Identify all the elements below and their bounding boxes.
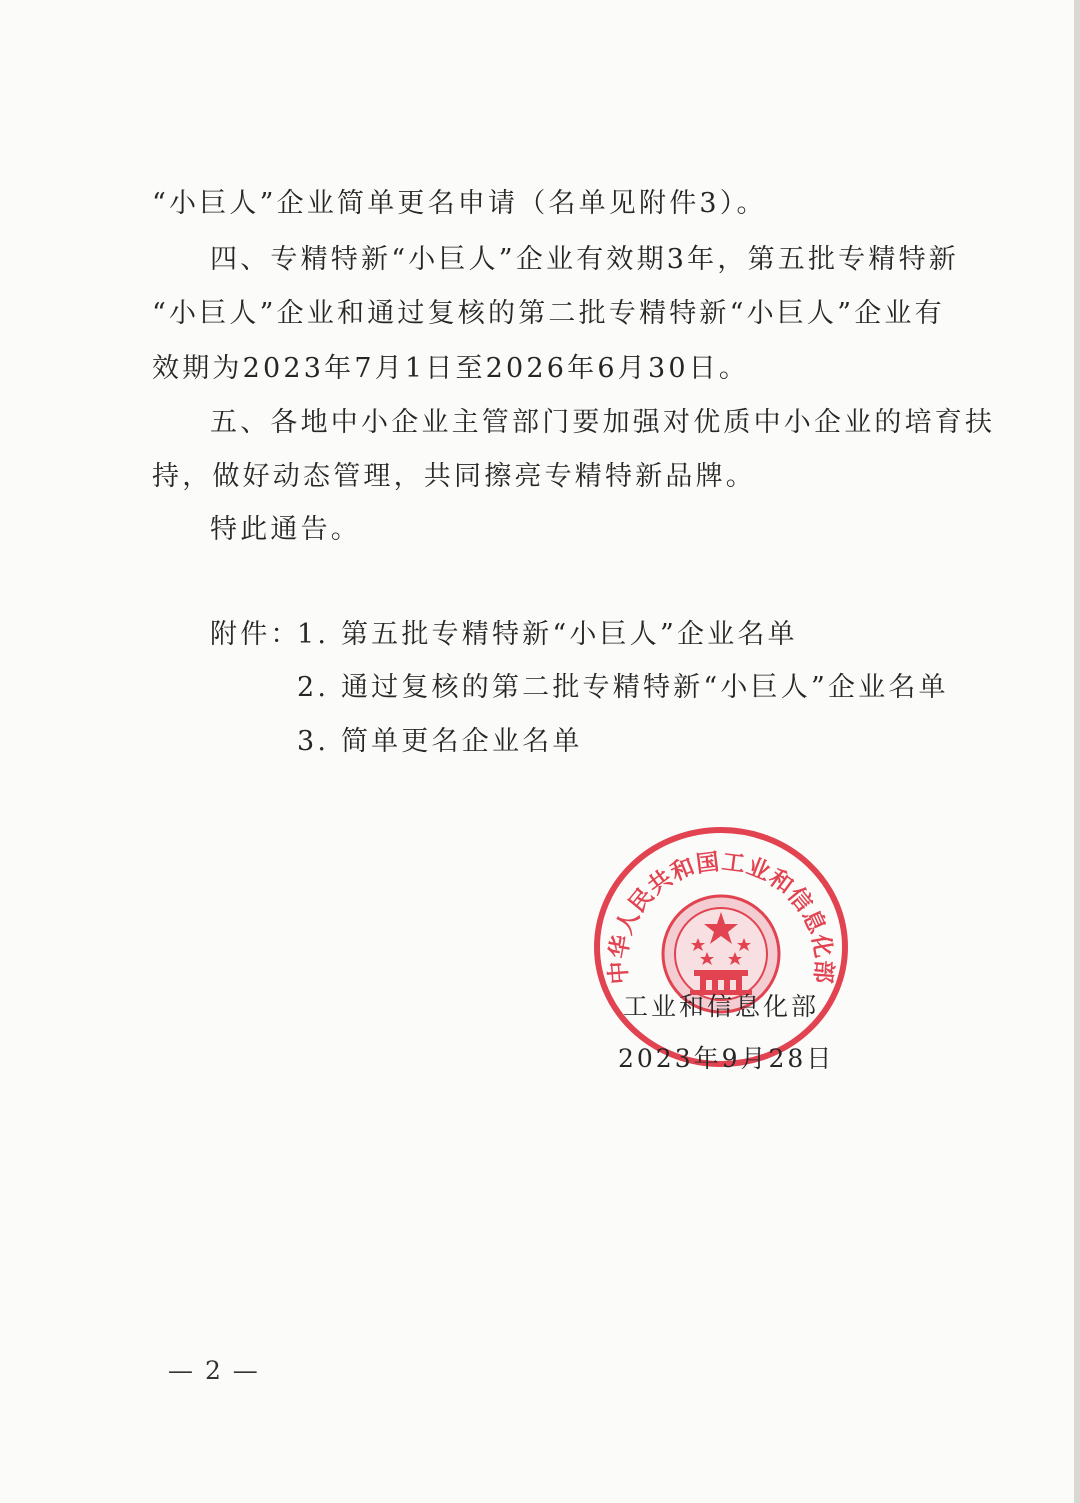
paragraph-line: “小巨人”企业简单更名申请（名单见附件3）。 <box>152 188 767 219</box>
paragraph-line: “小巨人”企业和通过复核的第二批专精特新“小巨人”企业有 <box>152 298 945 329</box>
closing-line: 特此通告。 <box>210 514 361 545</box>
attachment-item: 2. 通过复核的第二批专精特新“小巨人”企业名单 <box>297 672 949 703</box>
attachments-label: 附件： <box>210 619 301 650</box>
attachment-item: 3. 简单更名企业名单 <box>297 726 583 757</box>
paragraph-line: 四、专精特新“小巨人”企业有效期3年，第五批专精特新 <box>210 244 959 275</box>
paragraph-line: 五、各地中小企业主管部门要加强对优质中小企业的培育扶 <box>210 407 996 438</box>
issue-date: 2023年9月28日 <box>618 1044 835 1073</box>
seal-text: 中华人民共和国工业和信息化部 <box>605 849 837 986</box>
attachment-item: 1. 第五批专精特新“小巨人”企业名单 <box>297 619 798 650</box>
issuer-name: 工业和信息化部 <box>623 992 820 1021</box>
paragraph-line: 持，做好动态管理，共同擦亮专精特新品牌。 <box>152 461 756 492</box>
page-number: — 2 — <box>168 1356 260 1385</box>
official-seal <box>590 822 852 1072</box>
paragraph-line: 效期为2023年7月1日至2026年6月30日。 <box>152 353 750 384</box>
